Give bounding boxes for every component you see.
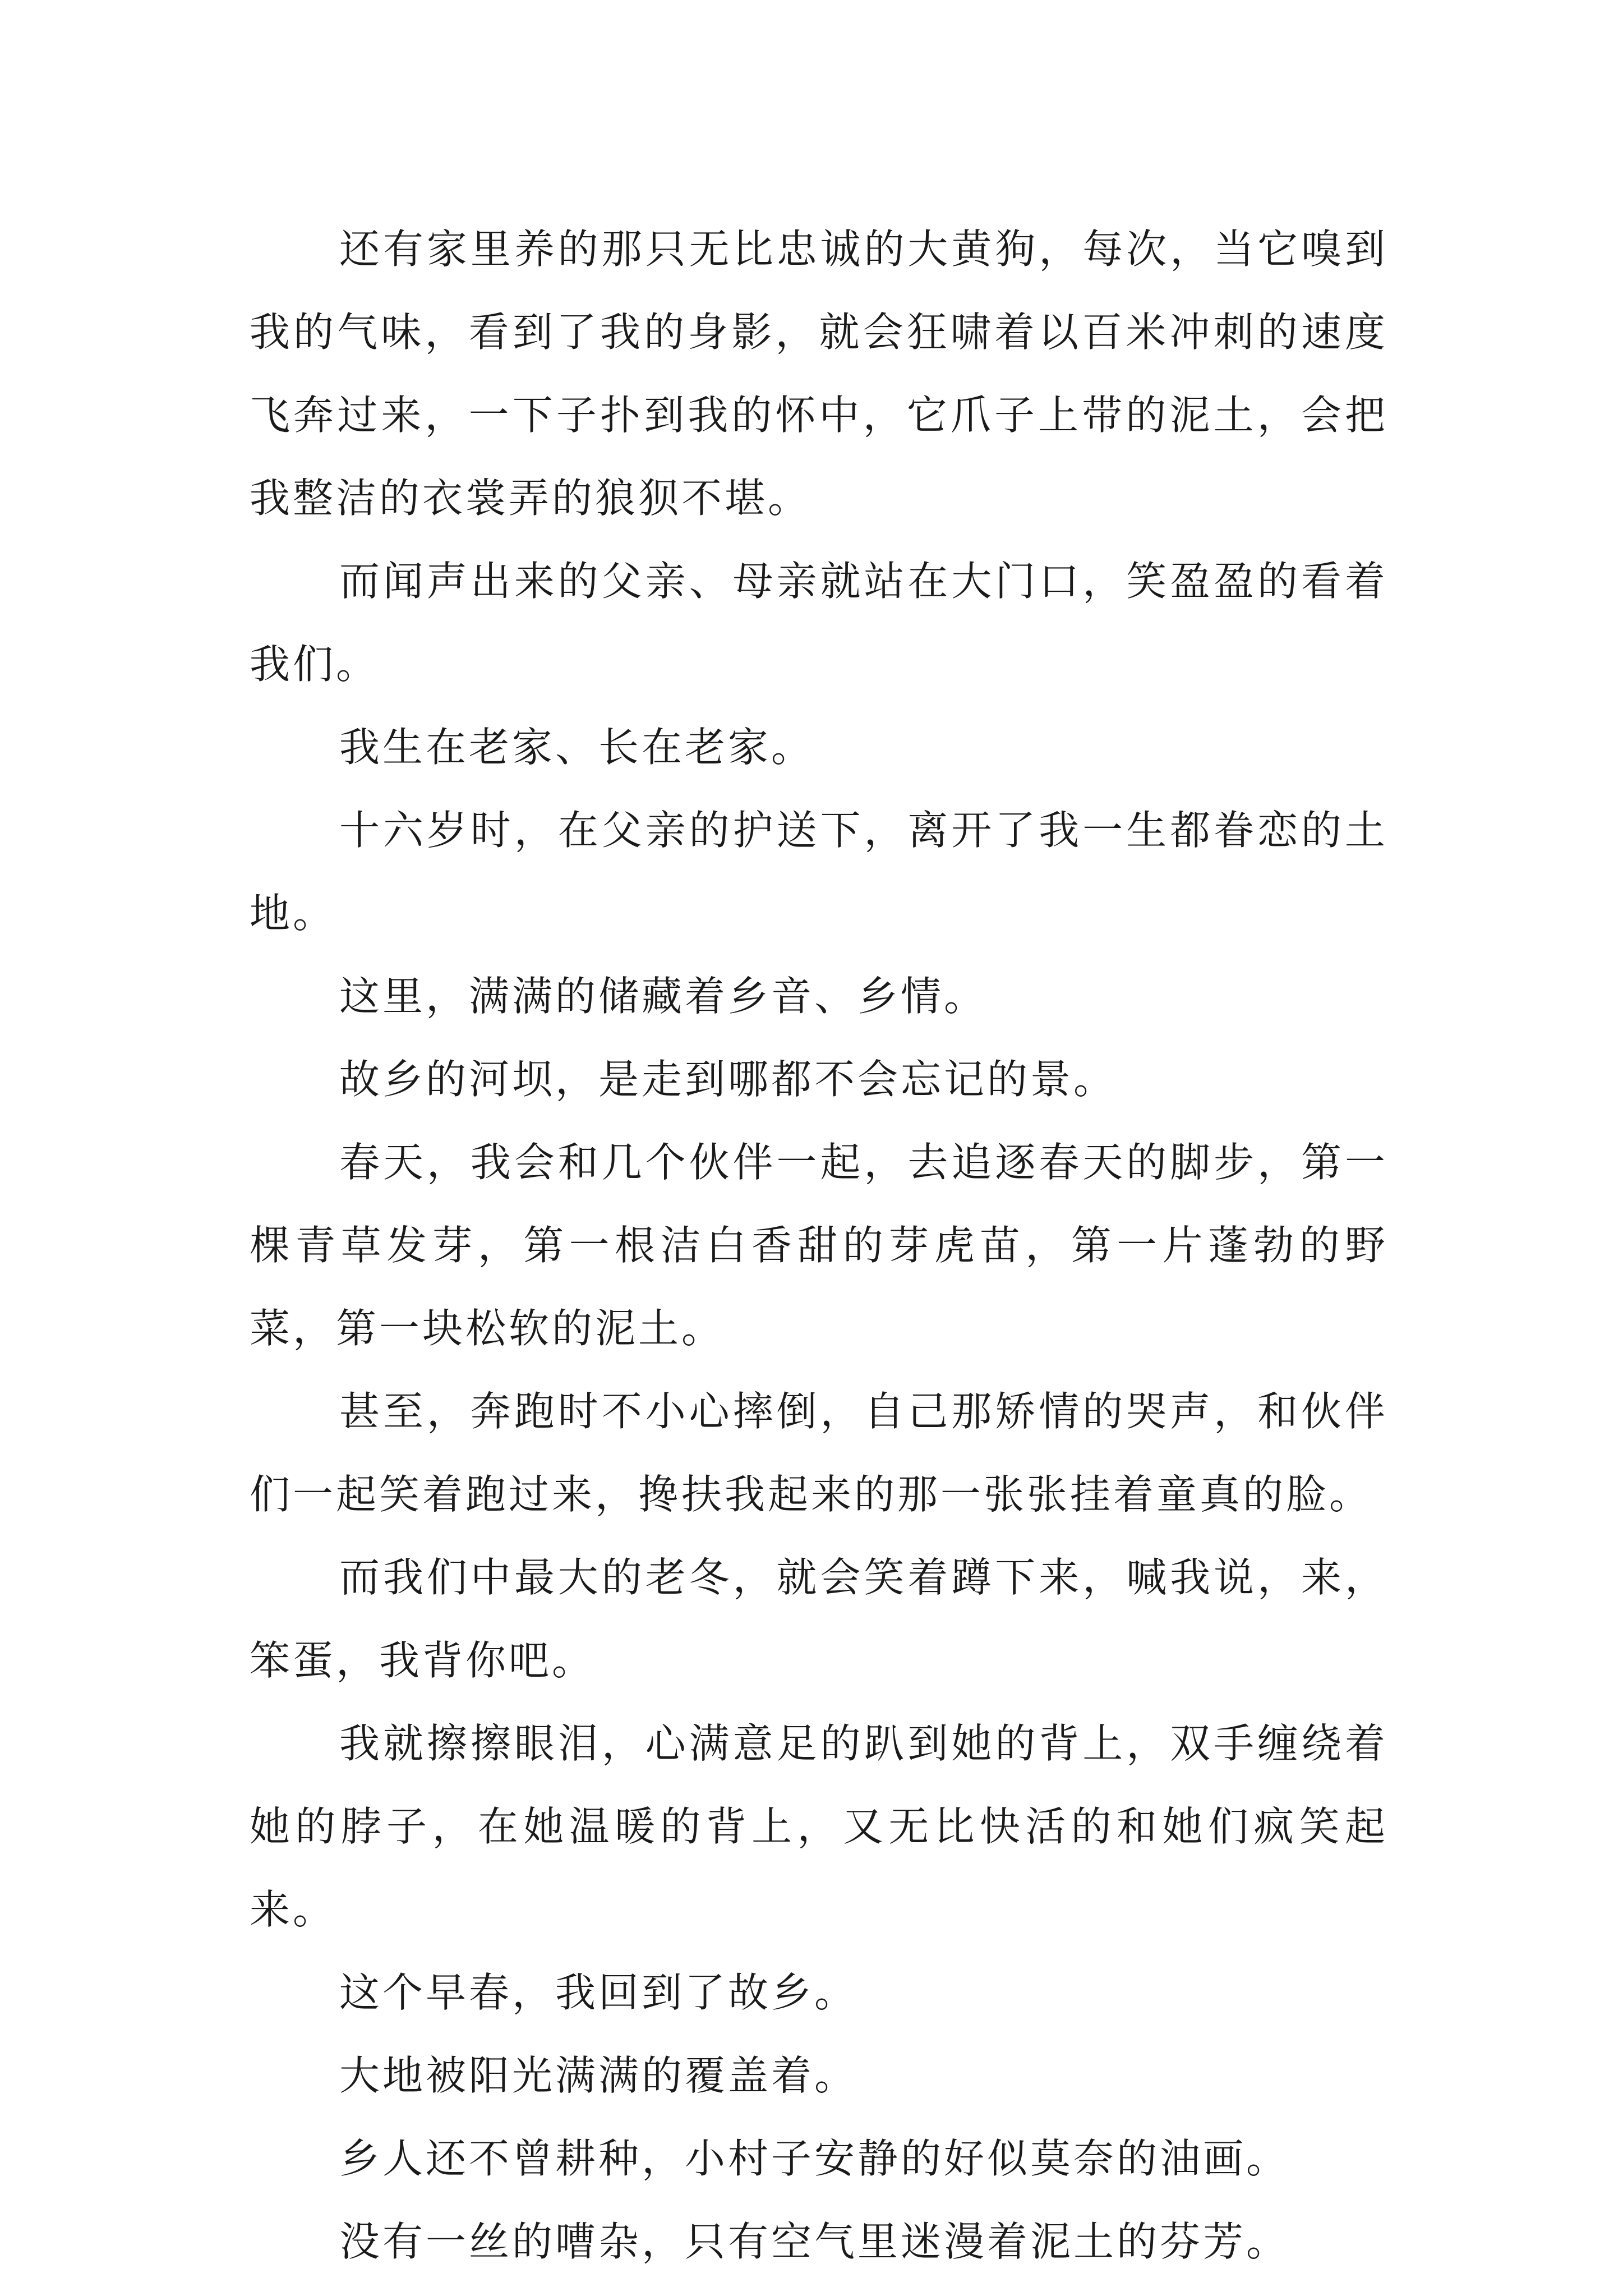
paragraph: 而闻声出来的父亲、母亲就站在大门口，笑盈盈的看着我们。: [250, 558, 1388, 688]
paragraph: 而我们中最大的老冬，就会笑着蹲下来，喊我说，来，笨蛋，我背你吧。: [250, 1554, 1388, 1684]
paragraph: 春天，我会和几个伙伴一起，去追逐春天的脚步，第一棵青草发芽，第一根洁白香甜的芽虎苗，第一片蓬勃的野菜，第一块松软的泥土。: [250, 1139, 1388, 1352]
document-body: [250, 208, 1388, 2283]
paragraph: 还有家里养的那只无比忠诚的大黄狗，每次，当它嗅到我的气味，看到了我的身影，就会狂啸着以百米冲刺的速度飞奔过来，一下子扑到我的怀中，它爪子上带的泥土，会把我整洁的衣裳弄的狼狈不堪。: [250, 226, 1388, 522]
paragraph: 这个早春，我回到了故乡。: [339, 1969, 858, 2016]
paragraph: 十六岁时，在父亲的护送下，离开了我一生都眷恋的土地。: [250, 807, 1388, 937]
paragraph: 我生在老家、长在老家。: [339, 724, 815, 771]
paragraph: 我就擦擦眼泪，心满意足的趴到她的背上，双手缠绕着她的脖子，在她温暖的背上，又无比快活的和她们疯笑起来。: [250, 1720, 1388, 1933]
paragraph: 乡人还不曾耕种，小村子安静的好似莫奈的油画。: [339, 2135, 1290, 2182]
paragraph: 大地被阳光满满的覆盖着。: [339, 2052, 858, 2099]
paragraph: 故乡的河坝，是走到哪都不会忘记的景。: [339, 1056, 1117, 1103]
paragraph: 没有一丝的嘈杂，只有空气里迷漫着泥土的芬芳。: [339, 2218, 1290, 2265]
paragraph: 这里，满满的储藏着乡音、乡情。: [339, 973, 988, 1020]
paragraph: 甚至，奔跑时不小心摔倒，自己那矫情的哭声，和伙伴们一起笑着跑过来，搀扶我起来的那一张张挂着童真的脸。: [250, 1388, 1388, 1518]
